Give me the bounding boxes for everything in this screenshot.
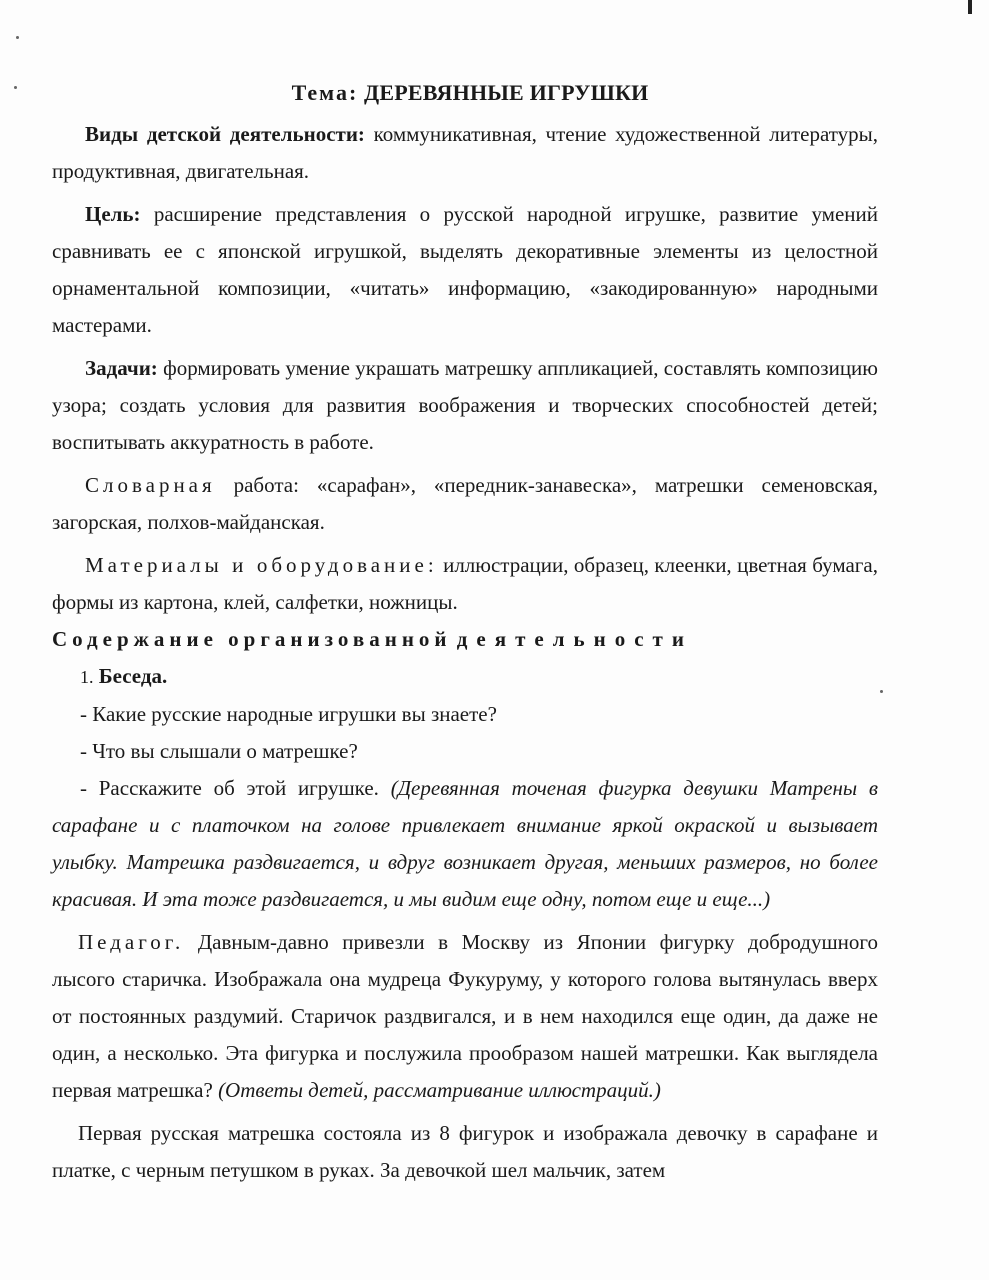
page-title bbox=[0, 80, 940, 106]
paragraph-kinds bbox=[52, 116, 878, 190]
paragraph-materials bbox=[52, 547, 878, 621]
teacher-text: Давным-давно привезли в Москву из Японии фигурку добродушного лысого старичка. Изображала она мудреца Фукуруму, у которого голова вытянулась вверх от постоянных раздумий. Старичок раздвигался, и в нем находился еще один, да даже не один, а несколько. Эта фигурка и послужила прообразом нашей матрешки. Как выглядела первая матрешка? bbox=[52, 930, 878, 1102]
scan-speck bbox=[16, 36, 19, 39]
materials-text: иллюстрации, образец, клеенки, цветная бумага, формы из картона, клей, салфетки, ножницы. bbox=[52, 553, 878, 614]
content-heading-a: Содержание организованной bbox=[52, 627, 452, 651]
title-lead: Тема: bbox=[291, 80, 359, 105]
paragraph-teacher bbox=[52, 924, 878, 1109]
question-1: - Какие русские народные игрушки вы знаете? bbox=[80, 702, 497, 726]
tasks-label: Задачи: bbox=[85, 356, 158, 380]
vocab-text: работа: «сарафан», «передник-занавеска», матрешки семеновская, загорская, полхов-майданская. bbox=[52, 473, 878, 534]
kinds-label: Виды детской деятельности: bbox=[85, 122, 365, 146]
scan-speck bbox=[880, 690, 883, 693]
content-heading bbox=[52, 621, 878, 658]
question-3-text: - Расскажите об этой игрушке. bbox=[80, 776, 391, 800]
paragraph-tasks bbox=[52, 350, 878, 461]
vocab-label: Словарная bbox=[85, 473, 216, 497]
paragraph-first-matryoshka: Первая русская матрешка состояла из 8 фигурок и изображала девочку в сарафане и платке, с черным петушком в руках. За девочкой шел мальчик, затем bbox=[52, 1121, 878, 1182]
item-label: Беседа. bbox=[98, 664, 168, 688]
scan-edge-mark bbox=[968, 0, 972, 14]
materials-label: Материалы и оборудование: bbox=[85, 553, 438, 577]
content-heading-b: деятельности bbox=[456, 627, 693, 651]
tasks-text: формировать умение украшать матрешку аппликацией, составлять композицию узора; создать условия для развития воображения и творческих способностей детей; воспитывать аккуратность в работе. bbox=[52, 356, 878, 454]
paragraph-goal bbox=[52, 196, 878, 344]
teacher-label: Педагог. bbox=[78, 930, 185, 954]
paragraph-vocabulary bbox=[52, 467, 878, 541]
question-3 bbox=[52, 770, 878, 918]
title-main: ДЕРЕВЯННЫЕ ИГРУШКИ bbox=[364, 80, 649, 105]
list-item-conversation bbox=[52, 658, 878, 696]
item-number: 1. bbox=[80, 667, 94, 687]
question-3-answer: (Деревянная точеная фигурка девушки Матрены в сарафане и с платочком на голове привлекает внимание яркой окраской и вызывает улыбку. Матрешка раздвигается, и вдруг возникает другая, меньших размеров, но более красивая. И эта тоже раздвигается, и мы видим еще одну, потом еще и еще...) bbox=[52, 776, 879, 911]
kinds-text: коммуникативная, чтение художественной литературы, продуктивная, двигательная. bbox=[52, 122, 878, 183]
goal-label: Цель: bbox=[85, 202, 141, 226]
goal-text: расширение представления о русской народной игрушке, развитие умений сравнивать ее с японской игрушкой, выделять декоративные элементы из целостной орнаментальной композиции, «читать» информацию, «закодированную» народными мастерами. bbox=[52, 202, 878, 337]
document-body bbox=[52, 116, 878, 1189]
question-2: - Что вы слышали о матрешке? bbox=[80, 739, 358, 763]
teacher-note: (Ответы детей, рассматривание иллюстраций.) bbox=[218, 1078, 661, 1102]
